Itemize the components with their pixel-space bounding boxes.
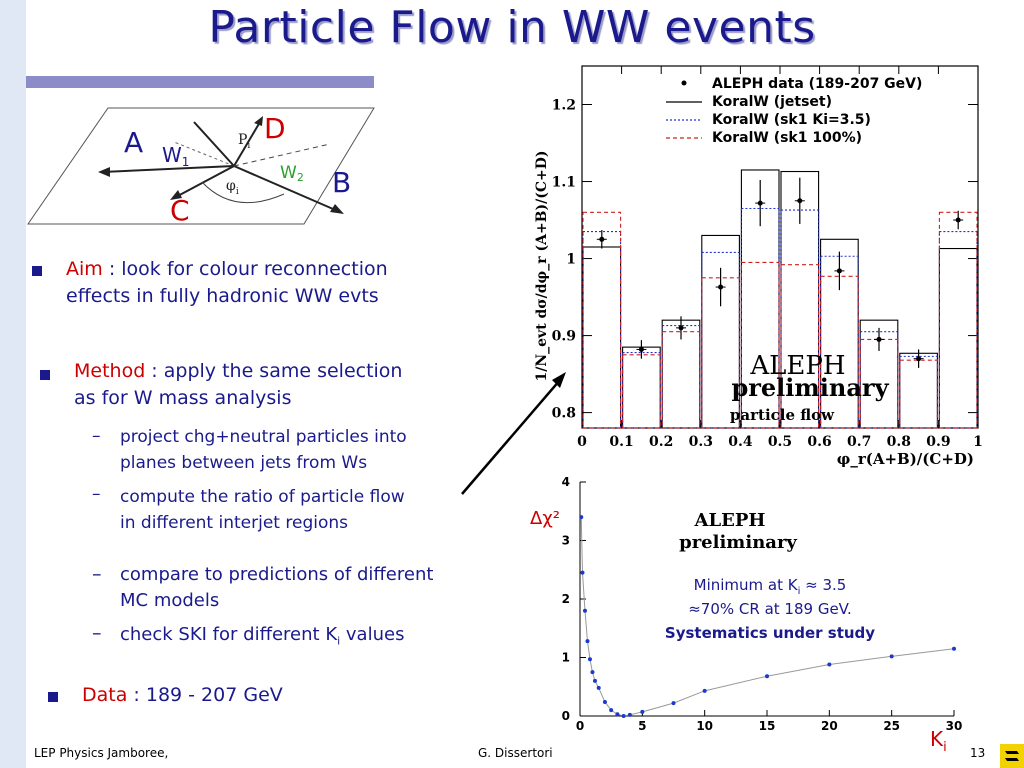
- slide-title: Particle Flow in WW events: [208, 2, 816, 53]
- bar-jetset: [939, 249, 977, 428]
- flow-xlabel: φ_r(A+B)/(C+D): [836, 450, 974, 468]
- flow-xtick-label: 0.4: [728, 434, 753, 450]
- sub1-dash: –: [92, 426, 101, 446]
- chi-point: [703, 689, 707, 693]
- chi-point: [597, 686, 601, 690]
- chi-note-line2: ≈70% CR at 189 GeV.: [688, 600, 852, 618]
- chi-ytick-label: 2: [561, 592, 570, 606]
- method-line1: : apply the same selection: [145, 360, 403, 382]
- chi-point: [640, 710, 644, 714]
- bar-sk1: [583, 232, 621, 428]
- flow-ylabel: 1/N_evt dσ/dφ_r (A+B)/(C+D): [534, 150, 550, 382]
- diagram-label-phi: $\varphi_i$: [226, 178, 239, 197]
- diagram-label-w1: $W_1$: [162, 143, 190, 169]
- data-point: [956, 218, 961, 223]
- chi-ylabel: Δχ²: [530, 508, 560, 529]
- chi-xlabel: $K_i$: [930, 727, 947, 755]
- method-keyword: Method: [74, 360, 146, 382]
- title-underline-bar: [26, 76, 374, 88]
- method-text: [74, 358, 474, 412]
- flow-xtick-label: 0.7: [847, 434, 872, 450]
- flow-xtick-label: 1: [973, 434, 983, 450]
- diagram-label-d: D: [264, 112, 286, 145]
- flow-ytick-label: 1.1: [551, 174, 576, 191]
- data-bullet: [48, 692, 58, 702]
- chi2-chart: [530, 470, 963, 755]
- diagram-label-p: $P_i$: [238, 132, 251, 151]
- flow-xtick-label: 0.9: [926, 434, 951, 450]
- data-range: : 189 - 207 GeV: [127, 684, 283, 706]
- flow-annot-title: ALEPH: [750, 351, 846, 381]
- aim-line2: effects in fully hadronic WW evts: [66, 285, 379, 307]
- flow-legend: [666, 76, 922, 146]
- chi-xtick-label: 15: [758, 719, 776, 733]
- chi-point: [952, 647, 956, 651]
- chi-point: [588, 657, 592, 661]
- bar-sk100: [623, 355, 661, 428]
- chi-xtick-label: 20: [820, 719, 838, 733]
- flow-xtick-label: 0.6: [807, 434, 832, 450]
- flow-xtick-label: 0.3: [688, 434, 713, 450]
- jet-b-arrow: [330, 204, 344, 214]
- chi-point: [672, 701, 676, 705]
- chi-point: [583, 609, 587, 613]
- flow-ytick-label: 1.2: [551, 97, 576, 114]
- data-point: [718, 285, 723, 290]
- sub2-dash: –: [92, 484, 101, 504]
- sub3-text: compare to predictions of different MC models: [120, 564, 434, 611]
- chi-annot-sub: preliminary: [679, 532, 797, 553]
- bar-sk100: [741, 262, 779, 428]
- chi-ytick-label: 3: [561, 533, 570, 548]
- flow-xtick-label: 0: [577, 434, 587, 450]
- flow-xtick-label: 0.1: [609, 434, 634, 450]
- bar-jetset: [583, 247, 621, 428]
- sub4-dash: –: [92, 622, 102, 644]
- legend-marker-data: [682, 81, 687, 86]
- jet-d-arrow: [254, 116, 263, 126]
- footer-left: LEP Physics Jamboree,: [34, 746, 169, 760]
- chi-point: [585, 639, 589, 643]
- data-point: [679, 325, 684, 330]
- data-point: [837, 268, 842, 273]
- sub3-dash: –: [92, 563, 102, 585]
- jet-p-line: [194, 122, 234, 166]
- bar-sk100: [900, 360, 938, 428]
- flow-xtick-label: 0.2: [649, 434, 674, 450]
- legend-data: ALEPH data (189-207 GeV): [712, 76, 923, 92]
- chi-point: [827, 663, 831, 667]
- chi-point: [580, 571, 584, 575]
- chi-xtick-label: 25: [883, 719, 901, 733]
- data-point: [797, 198, 802, 203]
- page-number: 13: [970, 746, 986, 760]
- flow-ytick-label: 1: [566, 251, 576, 268]
- footer-center: G. Dissertori: [478, 746, 553, 760]
- chi-point: [579, 515, 583, 519]
- chi-annot-title: ALEPH: [694, 510, 766, 531]
- data-keyword: Data: [82, 684, 128, 706]
- phi-arc: [202, 182, 284, 203]
- diagram-label-a: A: [124, 126, 144, 159]
- method-line2: as for W mass analysis: [74, 387, 292, 409]
- legend-jetset: KoralW (jetset): [712, 94, 832, 110]
- diagram-label-c: C: [170, 194, 190, 227]
- chi-point: [609, 708, 613, 712]
- chi-xtick-label: 0: [575, 719, 585, 733]
- chi-ytick-label: 0: [561, 709, 570, 723]
- data-point: [639, 347, 644, 352]
- flow-annot-sub: preliminary: [731, 373, 889, 402]
- data-point: [916, 356, 921, 361]
- flow-annot-small: particle flow: [729, 406, 835, 424]
- chi-ytick-label: 4: [561, 475, 570, 489]
- sub4-text: check SKI for different $K_i$ values: [120, 624, 405, 648]
- chi-xtick-label: 10: [696, 719, 714, 733]
- aim-text: [66, 256, 466, 310]
- bar-sk1: [623, 353, 661, 428]
- data-text: [82, 682, 462, 709]
- bar-sk100: [939, 212, 977, 428]
- data-point: [599, 237, 604, 242]
- chi-point: [622, 714, 626, 718]
- bar-sk1: [662, 326, 700, 428]
- chi-point: [593, 679, 597, 683]
- bar-sk1: [939, 232, 977, 428]
- bar-sk100: [781, 265, 819, 428]
- diagram-label-w2: W2: [280, 163, 304, 184]
- legend-sk100: KoralW (sk1 100%): [712, 130, 862, 146]
- chi-point: [590, 670, 594, 674]
- chi-xtick-label: 5: [638, 719, 647, 733]
- particle-flow-chart: [530, 66, 992, 470]
- flow-ytick-label: 0.9: [551, 328, 576, 345]
- flow-xtick-label: 0.5: [767, 434, 793, 450]
- chi-ytick-label: 1: [561, 650, 570, 665]
- jet-w1-arrow: [98, 167, 110, 177]
- chi-point: [615, 712, 619, 716]
- bar-jetset: [623, 347, 661, 428]
- data-point: [758, 201, 763, 206]
- legend-sk1: KoralW (sk1 Ki=3.5): [712, 112, 871, 128]
- diagram-label-b: B: [332, 166, 352, 199]
- bar-sk100: [662, 332, 700, 428]
- aim-bullet: [32, 266, 42, 276]
- aim-keyword: Aim: [66, 258, 103, 280]
- sub1-text: project chg+neutral particles into planes between jets from Ws: [120, 427, 407, 473]
- chi-xtick-label: 30: [945, 719, 963, 733]
- method-bullet: [40, 370, 50, 380]
- chi-point: [890, 654, 894, 658]
- eth-logo-icon: [1000, 744, 1024, 768]
- sub2-text: compute the ratio of particle flow in different interjet regions: [120, 487, 405, 533]
- aim-line1: : look for colour reconnection: [102, 258, 388, 280]
- flow-ytick-label: 0.8: [551, 405, 576, 422]
- chi-point: [603, 700, 607, 704]
- chi-point: [765, 674, 769, 678]
- flow-xtick-label: 0.8: [886, 434, 911, 450]
- data-point: [877, 337, 882, 342]
- chi-point: [628, 713, 632, 717]
- chi-note-line3: Systematics under study: [664, 624, 876, 642]
- chi-note-line1: Minimum at $K_i \approx 3.5$: [693, 576, 847, 597]
- event-plane: [28, 108, 374, 224]
- jet-plane-diagram: [22, 96, 382, 236]
